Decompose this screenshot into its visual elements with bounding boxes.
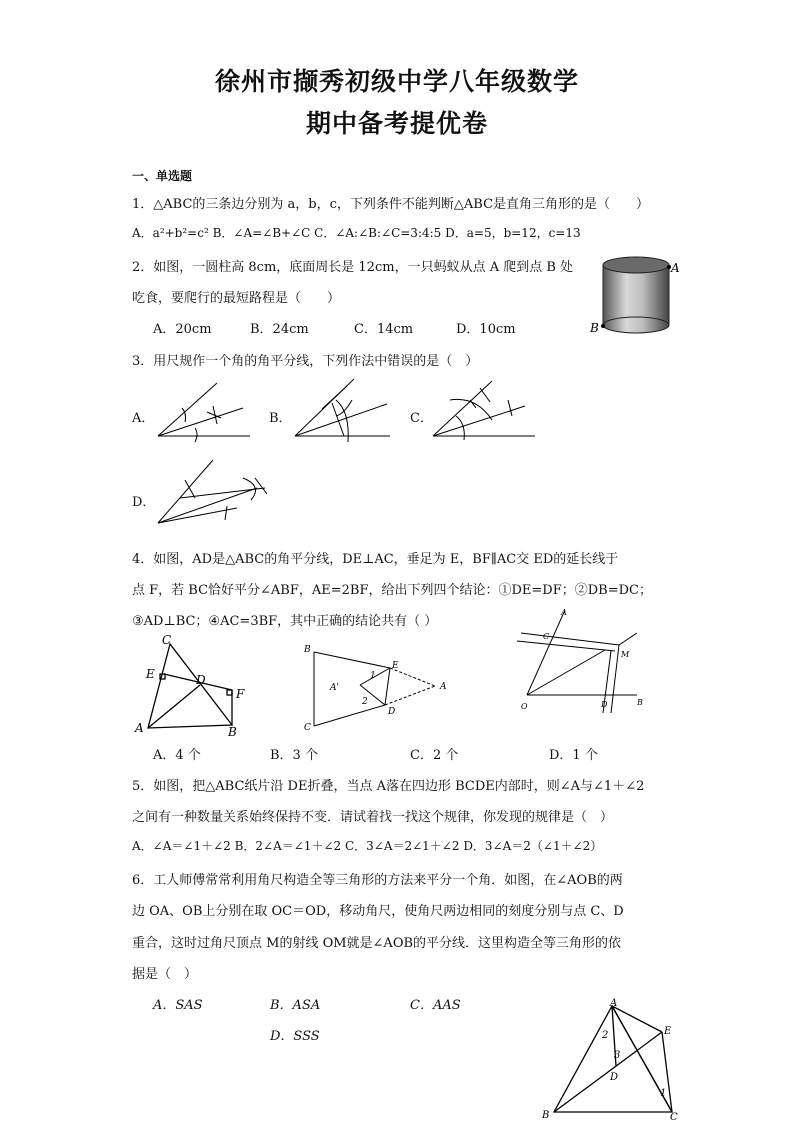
question-3-option-d: D．: [132, 495, 156, 510]
fig5-label-e: E: [392, 661, 399, 671]
question-2-option-d: D．10cm: [456, 322, 516, 337]
fig5-label-1: 1: [370, 671, 376, 681]
bottom-label-b: B: [542, 1110, 550, 1121]
question-6-line-1: 6．工人师傅常常利用角尺构造全等三角形的方法来平分一个角．如图，在∠AOB的两: [132, 873, 623, 888]
fig6-label-o: O: [521, 702, 528, 711]
figure-3a: [155, 378, 255, 443]
fig4-label-e: E: [146, 667, 155, 681]
figure-3b: [292, 376, 392, 444]
fig4-label-f: F: [236, 687, 245, 701]
question-5-options: A．∠A＝∠1＋∠2 B．2∠A＝∠1＋∠2 C．3∠A＝2∠1＋∠2 D．3∠A＝2（∠1＋∠2）: [132, 839, 603, 853]
fig6-label-d: D: [601, 700, 608, 709]
question-2-stem-1: 2．如图，一圆柱高 8cm，底面周长是 12cm，一只蚂蚁从点 A 爬到点 B 处: [132, 260, 574, 275]
cylinder-figure: [585, 250, 685, 345]
page-subtitle: 期中备考提优卷: [305, 109, 488, 138]
question-3-stem: 3．用尺规作一个角的角平分线，下列作法中错误的是（ ）: [132, 354, 479, 369]
question-2-option-c: C．14cm: [354, 322, 414, 337]
question-6-line-2: 边 OA、OB上分别在取 OC＝OD，移动角尺，使角尺两边相同的刻度分别与点 C、D: [132, 904, 624, 919]
question-6-option-b: B．ASA: [270, 998, 321, 1013]
bottom-label-1: 1: [660, 1088, 667, 1099]
bottom-label-d: D: [610, 1072, 619, 1083]
cylinder-bottom: [603, 317, 669, 333]
fig4-label-b: B: [228, 725, 237, 739]
question-4-option-a: A．4 个: [153, 748, 201, 763]
figure-5-fold: [300, 640, 460, 735]
bottom-label-a: A: [610, 998, 618, 1009]
fig5-label-c: C: [304, 723, 311, 733]
section-heading: 一、单选题: [132, 169, 193, 183]
figure-6-angle-ruler: [515, 605, 645, 715]
point-a-label: A: [671, 261, 680, 275]
question-6-line-3: 重合，这时过角尺顶点 M的射线 OM就是∠AOB的平分线．这里构造全等三角形的依: [132, 936, 622, 951]
fig5-label-d: D: [388, 707, 396, 717]
bottom-label-e: E: [664, 1026, 672, 1037]
question-4-line-2: 点 F，若 BC恰好平分∠ABF，AE=2BF，给出下列四个结论：①DE=DF；②DB=DC；: [132, 583, 652, 598]
question-6-option-d: D．SSS: [270, 1029, 320, 1044]
question-3-option-a: A．: [132, 411, 155, 426]
question-4-option-b: B．3 个: [270, 748, 318, 763]
question-6-option-c: C．AAS: [410, 998, 461, 1013]
figure-3d: [155, 458, 280, 528]
question-1-stem: 1．△ABC的三条边分别为 a，b，c，下列条件不能判断△ABC是直角三角形的是（ ）: [132, 197, 650, 212]
fig6-label-m: M: [621, 650, 630, 659]
fig6-label-b: B: [637, 698, 643, 707]
fig5-label-2: 2: [362, 697, 368, 707]
question-4-option-d: D．1 个: [549, 748, 598, 763]
fig4-label-c: C: [162, 633, 172, 647]
bottom-label-c: C: [670, 1112, 678, 1123]
page-title: 徐州市撷秀初级中学八年级数学: [214, 67, 579, 96]
question-4-line-1: 4．如图，AD是△ABC的角平分线，DE⊥AC，垂足为 E，BF∥AC交 ED的延长线于: [132, 552, 619, 567]
fig6-label-c: C: [543, 632, 550, 641]
cylinder-top: [603, 257, 669, 273]
question-6-line-4: 据是（ ）: [132, 967, 198, 982]
question-6-option-a: A．SAS: [153, 998, 203, 1013]
figure-4-triangle: [132, 630, 252, 740]
question-2-option-b: B．24cm: [250, 322, 309, 337]
fig5-label-a-prime: A': [330, 683, 339, 693]
fig5-label-a: A: [440, 682, 447, 692]
figure-bottom-triangles: [540, 998, 690, 1123]
question-4-option-c: C．2 个: [410, 748, 459, 763]
point-b-label: B: [590, 321, 599, 335]
question-5-line-1: 5．如图，把△ABC纸片沿 DE折叠，当点 A落在四边形 BCDE内部时，则∠A与∠1＋∠2: [132, 779, 645, 794]
question-2-option-a: A．20cm: [153, 322, 212, 337]
bottom-label-2: 2: [602, 1030, 609, 1041]
question-5-line-2: 之间有一种数量关系始终保持不变．请试着找一找这个规律，你发现的规律是（ ）: [132, 810, 614, 825]
cylinder-body: [603, 265, 669, 325]
fig4-label-d: D: [196, 673, 206, 687]
question-3-option-b: B．: [269, 411, 292, 426]
figure-3c: [430, 378, 540, 444]
bottom-label-3: 3: [614, 1050, 621, 1061]
question-2-stem-2: 吃食，要爬行的最短路程是（ ）: [132, 291, 341, 306]
fig5-label-b: B: [304, 645, 311, 655]
question-1-options: A．a²+b²=c² B．∠A=∠B+∠C C．∠A:∠B:∠C=3:4:5 D．a=5，b=12，c=13: [132, 226, 581, 240]
fig4-label-a: A: [135, 721, 144, 735]
fig6-label-a: A: [561, 608, 567, 617]
question-4-line-3: ③AD⊥BC；④AC=3BF，其中正确的结论共有（ ）: [132, 614, 438, 629]
question-3-option-c: C．: [410, 411, 433, 426]
